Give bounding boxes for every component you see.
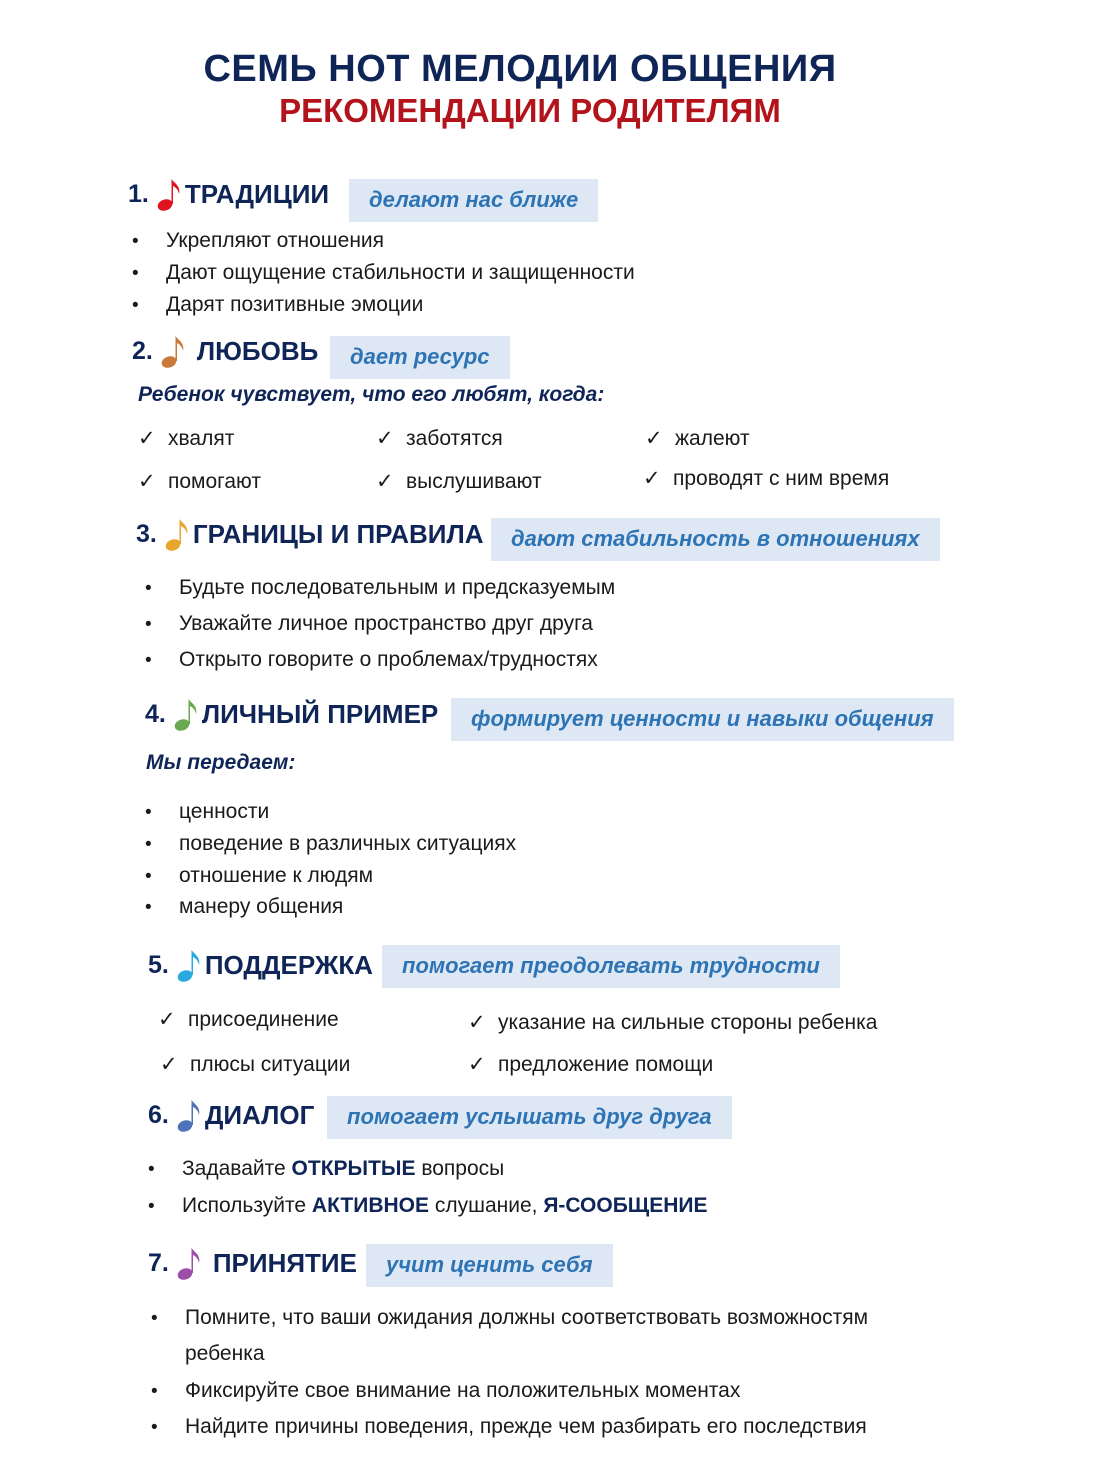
list-item: • Помните, что ваши ожидания должны соответствовать возможностям <box>151 1306 869 1329</box>
section-2-header <box>132 333 318 369</box>
check-icon: ✓ <box>468 1011 486 1034</box>
section-4-header <box>145 696 438 732</box>
list-item: • Дарят позитивные эмоции <box>132 293 424 316</box>
section-6-header <box>148 1097 314 1133</box>
list-item: • Укрепляют отношения <box>132 229 385 252</box>
check-icon: ✓ <box>645 427 663 450</box>
check-item: ✓ помогают <box>138 470 261 493</box>
section-7-tag: учит ценить себя <box>366 1244 613 1287</box>
music-note-icon <box>177 1245 203 1281</box>
list-item: • манеру общения <box>145 895 344 918</box>
list-item: • Открыто говорите о проблемах/трудностях <box>145 648 598 671</box>
list-item-continuation: ребенка <box>185 1342 265 1365</box>
check-item: ✓ присоединение <box>158 1008 339 1031</box>
check-icon: ✓ <box>376 470 394 493</box>
section-5-header <box>148 947 373 983</box>
section-title: ЛЮБОВЬ <box>196 335 319 366</box>
list-item: • Уважайте личное пространство друг друга <box>145 612 593 635</box>
music-note-icon <box>177 1097 203 1133</box>
check-icon: ✓ <box>158 1008 176 1031</box>
list-item: • Задавайте ОТКРЫТЫЕ вопросы <box>148 1157 505 1180</box>
section-number: 6. <box>148 1100 169 1129</box>
list-item: • Используйте АКТИВНОЕ слушание, Я-СООБЩЕНИЕ <box>148 1194 708 1217</box>
section-title: ПОДДЕРЖКА <box>204 949 373 980</box>
section-title: ДИАЛОГ <box>204 1099 315 1130</box>
section-title: ПРИНЯТИЕ <box>212 1247 357 1278</box>
music-note-icon <box>161 333 187 369</box>
section-number: 1. <box>128 179 149 208</box>
section-3-tag: дают стабильность в отношениях <box>491 518 940 561</box>
check-icon: ✓ <box>468 1053 486 1076</box>
section-intro: Ребенок чувствует, что его любят, когда: <box>138 383 605 406</box>
section-title: ЛИЧНЫЙ ПРИМЕР <box>201 698 439 729</box>
check-item: ✓ жалеют <box>645 427 750 450</box>
music-note-icon <box>157 176 183 212</box>
list-item: • Найдите причины поведения, прежде чем разбирать его последствия <box>151 1415 867 1438</box>
check-icon: ✓ <box>138 427 156 450</box>
page-subtitle: РЕКОМЕНДАЦИИ РОДИТЕЛЯМ <box>279 92 781 129</box>
section-number: 2. <box>132 336 153 365</box>
section-3-header <box>136 516 483 552</box>
section-number: 7. <box>148 1248 169 1277</box>
music-note-icon <box>174 696 200 732</box>
section-2-tag: дает ресурс <box>330 336 510 379</box>
check-item: ✓ заботятся <box>376 427 503 450</box>
section-number: 3. <box>136 519 157 548</box>
check-icon: ✓ <box>643 467 661 490</box>
section-4-tag: формирует ценности и навыки общения <box>451 698 954 741</box>
list-item: • отношение к людям <box>145 864 374 887</box>
check-item: ✓ предложение помощи <box>468 1053 714 1076</box>
check-icon: ✓ <box>376 427 394 450</box>
section-7-header <box>148 1245 357 1281</box>
section-intro: Мы передаем: <box>146 751 296 774</box>
check-item: ✓ плюсы ситуации <box>160 1053 351 1076</box>
list-item: • поведение в различных ситуациях <box>145 832 517 855</box>
check-icon: ✓ <box>138 470 156 493</box>
section-title: ТРАДИЦИИ <box>184 178 330 209</box>
section-6-tag: помогает услышать друг друга <box>327 1096 732 1139</box>
check-item: ✓ указание на сильные стороны ребенка <box>468 1011 878 1034</box>
section-1-tag: делают нас ближе <box>349 179 598 222</box>
music-note-icon <box>177 947 203 983</box>
section-1-header <box>128 176 329 212</box>
check-item: ✓ проводят с ним время <box>643 467 890 490</box>
section-number: 4. <box>145 699 166 728</box>
check-item: ✓ выслушивают <box>376 470 542 493</box>
section-5-tag: помогает преодолевать трудности <box>382 945 840 988</box>
list-item: • Будьте последовательным и предсказуемым <box>145 576 616 599</box>
page-title: СЕМЬ НОТ МЕЛОДИИ ОБЩЕНИЯ <box>203 48 837 90</box>
list-item: • Фиксируйте свое внимание на положительных моментах <box>151 1379 741 1402</box>
list-item: • ценности <box>145 800 270 823</box>
section-title: ГРАНИЦЫ И ПРАВИЛА <box>192 518 484 549</box>
section-number: 5. <box>148 950 169 979</box>
list-item: • Дают ощущение стабильности и защищенности <box>132 261 635 284</box>
check-icon: ✓ <box>160 1053 178 1076</box>
check-item: ✓ хвалят <box>138 427 235 450</box>
music-note-icon <box>165 516 191 552</box>
